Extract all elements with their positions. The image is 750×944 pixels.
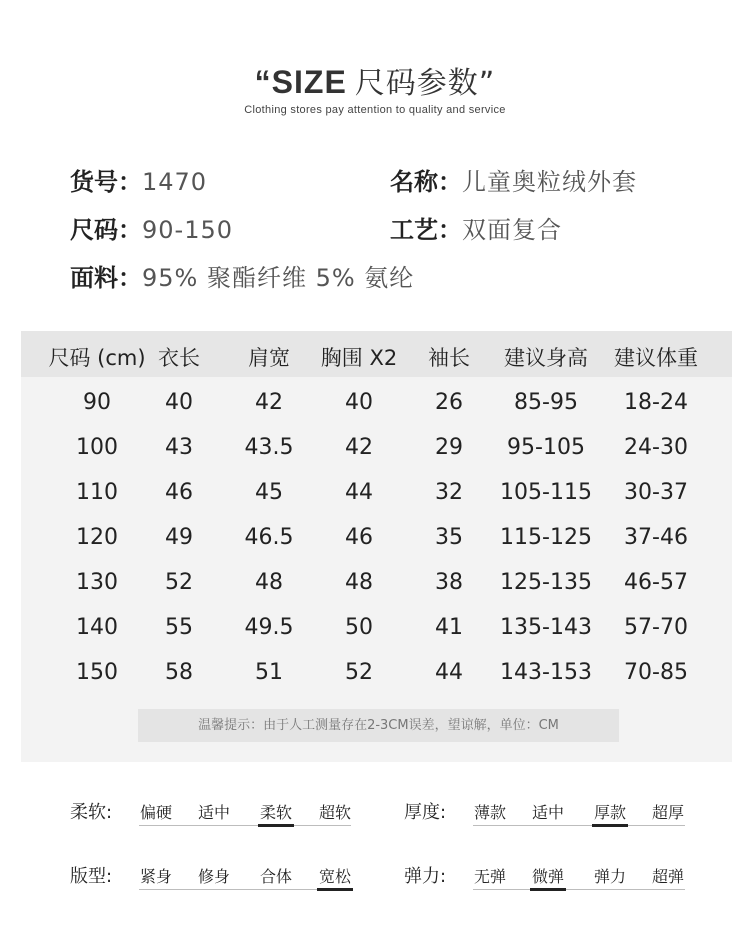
elasticity-scale-line (473, 889, 685, 890)
fit-option: 修身 (197, 867, 230, 886)
softness-label: 柔软: (70, 802, 113, 823)
table-cell: 43 (165, 435, 193, 460)
table-cell: 43.5 (244, 435, 294, 460)
table-cell: 41 (435, 615, 463, 640)
fit-option: 合体 (259, 867, 292, 886)
table-cell: 24-30 (624, 435, 688, 460)
spec-name-label: 名称： (390, 168, 462, 196)
table-cell: 37-46 (624, 525, 688, 550)
spec-fabric-value: 95% 聚酯纤维 5% 氨纶 (142, 264, 415, 292)
spec-item-no-value: 1470 (142, 168, 208, 196)
table-cell: 58 (165, 660, 193, 685)
table-cell: 32 (435, 480, 463, 505)
fit-option-selected: 宽松 (318, 867, 351, 886)
spec-size-value: 90-150 (142, 216, 234, 244)
thickness-option: 薄款 (473, 803, 506, 822)
softness-option: 适中 (197, 803, 230, 822)
header-cell: 袖长 (428, 346, 470, 370)
table-cell: 51 (255, 660, 283, 685)
spec-name-value: 儿童奥粒绒外套 (462, 168, 637, 196)
thickness-option: 超厚 (651, 803, 684, 822)
table-cell: 44 (345, 480, 373, 505)
thickness-option: 适中 (531, 803, 564, 822)
elasticity-selected-marker (530, 888, 566, 891)
table-cell: 45 (255, 480, 283, 505)
elasticity-option: 弹力 (593, 867, 626, 886)
table-cell: 44 (435, 660, 463, 685)
header-cell: 衣长 (158, 346, 200, 370)
table-cell: 46-57 (624, 570, 688, 595)
softness-selected-marker (258, 824, 294, 827)
thickness-scale-line (473, 825, 685, 826)
table-cell: 55 (165, 615, 193, 640)
table-cell: 50 (345, 615, 373, 640)
softness-option: 超软 (318, 803, 351, 822)
table-cell: 48 (345, 570, 373, 595)
thickness-selected-marker (592, 824, 628, 827)
table-cell: 125-135 (500, 570, 592, 595)
table-cell: 105-115 (500, 480, 592, 505)
table-cell: 90 (83, 390, 111, 415)
table-cell: 95-105 (507, 435, 585, 460)
table-cell: 42 (255, 390, 283, 415)
table-cell: 26 (435, 390, 463, 415)
table-cell: 115-125 (500, 525, 592, 550)
elasticity-label: 弹力: (404, 866, 447, 887)
elasticity-option: 超弹 (651, 867, 684, 886)
title-english: “SIZE (254, 64, 347, 100)
page-subtitle: Clothing stores pay attention to quality and service (244, 104, 506, 116)
table-cell: 70-85 (624, 660, 688, 685)
table-cell: 52 (345, 660, 373, 685)
table-cell: 46 (345, 525, 373, 550)
table-cell: 135-143 (500, 615, 592, 640)
elasticity-option-selected: 微弹 (531, 867, 564, 886)
table-cell: 18-24 (624, 390, 688, 415)
header-cell: 肩宽 (248, 346, 290, 370)
table-cell: 120 (76, 525, 118, 550)
header-cell: 尺码 (cm) (48, 346, 146, 370)
thickness-option-selected: 厚款 (593, 803, 626, 822)
table-cell: 85-95 (514, 390, 578, 415)
table-cell: 130 (76, 570, 118, 595)
fit-label: 版型: (70, 866, 113, 887)
table-cell: 38 (435, 570, 463, 595)
table-cell: 49 (165, 525, 193, 550)
table-cell: 42 (345, 435, 373, 460)
size-table-header (21, 331, 732, 377)
table-cell: 40 (345, 390, 373, 415)
spec-item-no-label: 货号： (70, 168, 142, 196)
spec-fabric-label: 面料： (70, 264, 142, 292)
table-cell: 35 (435, 525, 463, 550)
table-cell: 57-70 (624, 615, 688, 640)
softness-scale-line (139, 825, 351, 826)
table-cell: 29 (435, 435, 463, 460)
spec-craft-label: 工艺： (390, 216, 462, 244)
spec-size-label: 尺码： (70, 216, 142, 244)
table-cell: 52 (165, 570, 193, 595)
spec-fabric (70, 258, 414, 293)
spec-size (70, 210, 233, 245)
table-cell: 30-37 (624, 480, 688, 505)
size-table (21, 331, 732, 762)
page-title (0, 58, 750, 102)
header-cell: 建议身高 (504, 346, 588, 370)
table-cell: 100 (76, 435, 118, 460)
table-cell: 46 (165, 480, 193, 505)
table-cell: 48 (255, 570, 283, 595)
spec-name (390, 162, 637, 197)
elasticity-option: 无弹 (473, 867, 506, 886)
softness-option: 偏硬 (139, 803, 172, 822)
title-chinese: 尺码参数” (354, 66, 496, 101)
header-cell: 胸围 X2 (320, 346, 398, 370)
table-cell: 140 (76, 615, 118, 640)
softness-option-selected: 柔软 (259, 803, 292, 822)
spec-craft (390, 210, 562, 245)
fit-option: 紧身 (139, 867, 172, 886)
thickness-label: 厚度: (404, 802, 447, 823)
table-cell: 150 (76, 660, 118, 685)
spec-item-no (70, 162, 207, 197)
table-cell: 143-153 (500, 660, 592, 685)
table-cell: 40 (165, 390, 193, 415)
fit-selected-marker (317, 888, 353, 891)
table-cell: 110 (76, 480, 118, 505)
header-cell: 建议体重 (614, 346, 698, 370)
table-cell: 46.5 (244, 525, 294, 550)
table-cell: 49.5 (244, 615, 294, 640)
spec-craft-value: 双面复合 (462, 216, 562, 244)
measurement-note: 温馨提示：由于人工测量存在2-3CM误差，望谅解，单位：CM (138, 709, 619, 742)
